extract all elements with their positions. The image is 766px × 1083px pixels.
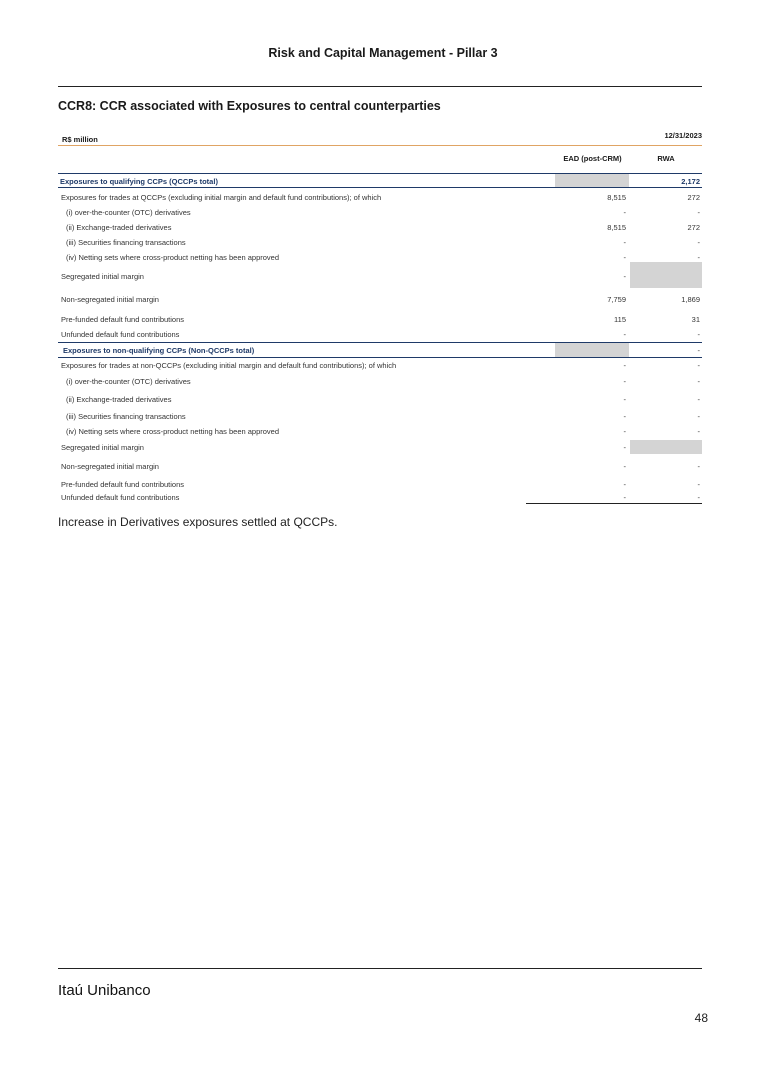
ead-value: - [623,427,626,436]
ead-value: - [623,253,626,262]
ead-value: - [623,377,626,386]
rwa-value: - [697,480,700,489]
ead-value: 8,515 [607,193,626,202]
row-label: Segregated initial margin [61,443,144,452]
rwa-value: - [697,377,700,386]
ead-value: - [623,443,626,452]
row-label: Pre-funded default fund contributions [61,480,184,489]
row-label: Non-segregated initial margin [61,295,159,304]
row-label: (iv) Netting sets where cross-product netting has been approved [66,427,280,436]
row-label: (iv) Netting sets where cross-product netting has been approved [66,253,280,262]
row-label: Unfunded default fund contributions [61,493,180,502]
row-label: (i) over-the-counter (OTC) derivatives [66,208,191,217]
column-header-ead: EAD (post-CRM) [563,154,622,163]
section-title: CCR8: CCR associated with Exposures to central counterparties [58,99,441,113]
page-number: 48 [694,1011,708,1025]
row-label: (iii) Securities financing transactions [66,238,186,247]
rwa-value: - [697,427,700,436]
row-label: Unfunded default fund contributions [61,330,180,339]
rwa-value: 2,172 [681,177,700,186]
rwa-value: - [697,346,700,355]
ead-value: 115 [614,315,626,324]
rwa-value: - [697,208,700,217]
ead-value: - [623,462,626,471]
orange-divider [58,145,702,146]
rwa-value: 272 [687,193,700,202]
rwa-value: 1,869 [681,295,700,304]
rwa-value: - [697,361,700,370]
footnote: Increase in Derivatives exposures settled at QCCPs. [58,515,338,529]
table-unit: R$ million [62,135,98,144]
row-label: Non-segregated initial margin [61,462,159,471]
rwa-value: 272 [687,223,700,232]
row-label: Exposures to non-qualifying CCPs (Non-QCCPs total) [63,346,255,355]
row-label: Segregated initial margin [61,272,144,281]
row-label: (iii) Securities financing transactions [66,412,186,421]
ead-value: - [623,395,626,404]
ead-value: - [623,493,626,502]
ead-value: - [623,238,626,247]
row-label: Exposures to qualifying CCPs (QCCPs total) [60,177,218,186]
shaded-cell [630,262,702,288]
rwa-value: - [697,395,700,404]
row-label: (ii) Exchange-traded derivatives [66,223,172,232]
top-divider [58,86,702,87]
rwa-value: - [697,462,700,471]
ead-value: 8,515 [607,223,626,232]
rwa-value: - [697,493,700,502]
ead-value: - [623,480,626,489]
non-qccp-header-bottom-rule [58,357,702,358]
table-bottom-rule [526,503,702,504]
table-date: 12/31/2023 [664,131,702,140]
shaded-cell [555,343,629,357]
rwa-value: - [697,253,700,262]
ead-value: - [623,272,626,281]
ead-value: - [623,330,626,339]
column-header-rwa: RWA [657,154,675,163]
bottom-divider [58,968,702,969]
rwa-value: - [697,412,700,421]
ead-value: - [623,208,626,217]
row-label: Exposures for trades at QCCPs (excluding initial margin and default fund contributions); of which [61,193,382,202]
row-label: Exposures for trades at non-QCCPs (excluding initial margin and default fund contributions); of which [61,361,397,370]
rwa-value: - [697,238,700,247]
shaded-cell [555,174,629,187]
shaded-cell [630,440,702,454]
page-title: Risk and Capital Management - Pillar 3 [268,46,498,60]
ead-value: - [623,361,626,370]
row-label: Pre-funded default fund contributions [61,315,184,324]
ead-value: - [623,412,626,421]
rwa-value: - [697,330,700,339]
row-label: (ii) Exchange-traded derivatives [66,395,172,404]
ead-value: 7,759 [607,295,626,304]
row-label: (i) over-the-counter (OTC) derivatives [66,377,191,386]
qccp-header-bottom-rule [58,187,702,188]
rwa-value: 31 [691,315,700,324]
company-name: Itaú Unibanco [58,982,151,999]
